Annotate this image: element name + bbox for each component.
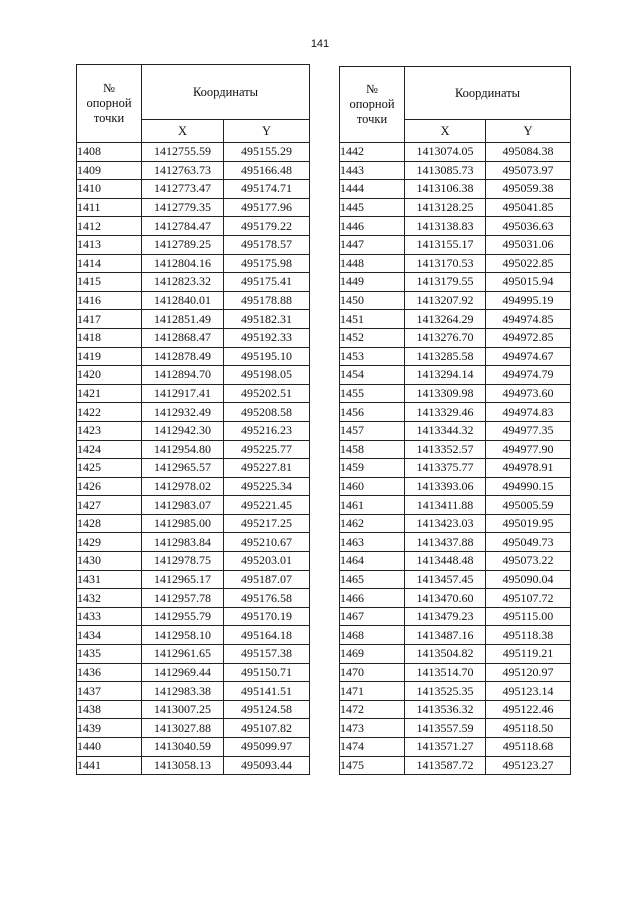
y-header: Y [486, 120, 571, 143]
table-row [340, 496, 571, 515]
x-coordinate-cell: 1412958.10 [142, 626, 224, 645]
coordinates-table-right [339, 66, 571, 775]
point-number-cell: 1441 [77, 756, 142, 775]
x-coordinate-cell: 1413276.70 [405, 328, 486, 347]
table-row [340, 403, 571, 422]
y-coordinate-cell: 495031.06 [486, 235, 571, 254]
x-coordinate-cell: 1413074.05 [405, 143, 486, 162]
x-coordinate-cell: 1412983.38 [142, 682, 224, 701]
x-coordinate-cell: 1413525.35 [405, 682, 486, 701]
table-row [77, 273, 310, 292]
y-coordinate-cell: 495073.22 [486, 552, 571, 571]
y-coordinate-cell: 495192.33 [224, 328, 310, 347]
x-coordinate-cell: 1412868.47 [142, 328, 224, 347]
point-number-cell: 1446 [340, 217, 405, 236]
x-coordinate-cell: 1412840.01 [142, 291, 224, 310]
y-coordinate-cell: 494990.15 [486, 477, 571, 496]
table-row [340, 645, 571, 664]
y-coordinate-cell: 494973.60 [486, 384, 571, 403]
x-coordinate-cell: 1412957.78 [142, 589, 224, 608]
table-row [340, 421, 571, 440]
y-coordinate-cell: 494974.85 [486, 310, 571, 329]
point-number-cell: 1444 [340, 180, 405, 199]
table-row [340, 682, 571, 701]
point-number-cell: 1409 [77, 161, 142, 180]
x-coordinate-cell: 1412804.16 [142, 254, 224, 273]
table-row [77, 440, 310, 459]
x-coordinate-cell: 1413007.25 [142, 700, 224, 719]
point-number-cell: 1465 [340, 570, 405, 589]
point-number-cell: 1431 [77, 570, 142, 589]
y-coordinate-cell: 495090.04 [486, 570, 571, 589]
y-coordinate-cell: 495059.38 [486, 180, 571, 199]
y-coordinate-cell: 495195.10 [224, 347, 310, 366]
y-coordinate-cell: 494974.67 [486, 347, 571, 366]
table-row [77, 719, 310, 738]
x-coordinate-cell: 1413309.98 [405, 384, 486, 403]
point-number-cell: 1467 [340, 607, 405, 626]
y-coordinate-cell: 495217.25 [224, 514, 310, 533]
point-number-cell: 1447 [340, 235, 405, 254]
x-coordinate-cell: 1413179.55 [405, 273, 486, 292]
x-coordinate-cell: 1412773.47 [142, 180, 224, 199]
point-number-cell: 1449 [340, 273, 405, 292]
y-coordinate-cell: 495122.46 [486, 700, 571, 719]
x-coordinate-cell: 1413457.45 [405, 570, 486, 589]
x-coordinate-cell: 1412784.47 [142, 217, 224, 236]
table-row [340, 347, 571, 366]
point-number-cell: 1416 [77, 291, 142, 310]
point-number-cell: 1418 [77, 328, 142, 347]
y-coordinate-cell: 495179.22 [224, 217, 310, 236]
x-header: X [142, 120, 224, 143]
point-number-cell: 1461 [340, 496, 405, 515]
y-coordinate-cell: 494978.91 [486, 459, 571, 478]
y-coordinate-cell: 494977.35 [486, 421, 571, 440]
y-coordinate-cell: 495182.31 [224, 310, 310, 329]
table-row [340, 626, 571, 645]
table-row [340, 180, 571, 199]
y-coordinate-cell: 495170.19 [224, 607, 310, 626]
y-coordinate-cell: 495022.85 [486, 254, 571, 273]
y-coordinate-cell: 495187.07 [224, 570, 310, 589]
x-coordinate-cell: 1412878.49 [142, 347, 224, 366]
x-coordinate-cell: 1413170.53 [405, 254, 486, 273]
point-number-cell: 1453 [340, 347, 405, 366]
y-coordinate-cell: 495123.27 [486, 756, 571, 775]
table-row [340, 589, 571, 608]
x-coordinate-cell: 1413470.60 [405, 589, 486, 608]
point-number-cell: 1456 [340, 403, 405, 422]
table-row [340, 533, 571, 552]
x-coordinate-cell: 1413448.48 [405, 552, 486, 571]
table-row [77, 700, 310, 719]
point-number-cell: 1440 [77, 738, 142, 757]
point-number-cell: 1438 [77, 700, 142, 719]
x-coordinate-cell: 1413352.57 [405, 440, 486, 459]
y-coordinate-cell: 495166.48 [224, 161, 310, 180]
x-coordinate-cell: 1412985.00 [142, 514, 224, 533]
point-number-cell: 1434 [77, 626, 142, 645]
table-row [340, 440, 571, 459]
table-row [77, 403, 310, 422]
table-row [340, 291, 571, 310]
y-coordinate-cell: 495227.81 [224, 459, 310, 478]
x-coordinate-cell: 1413536.32 [405, 700, 486, 719]
y-coordinate-cell: 495175.98 [224, 254, 310, 273]
point-number-cell: 1460 [340, 477, 405, 496]
y-coordinate-cell: 495221.45 [224, 496, 310, 515]
y-coordinate-cell: 495107.82 [224, 719, 310, 738]
x-coordinate-cell: 1413329.46 [405, 403, 486, 422]
x-coordinate-cell: 1412961.65 [142, 645, 224, 664]
table-row [340, 384, 571, 403]
x-coordinate-cell: 1412954.80 [142, 440, 224, 459]
y-coordinate-cell: 495041.85 [486, 198, 571, 217]
point-number-cell: 1411 [77, 198, 142, 217]
table-row [77, 217, 310, 236]
point-number-cell: 1450 [340, 291, 405, 310]
point-number-cell: 1433 [77, 607, 142, 626]
point-number-cell: 1455 [340, 384, 405, 403]
page-number: 141 [310, 38, 330, 50]
x-coordinate-cell: 1413264.29 [405, 310, 486, 329]
y-coordinate-cell: 495225.34 [224, 477, 310, 496]
x-coordinate-cell: 1412755.59 [142, 143, 224, 162]
point-number-cell: 1458 [340, 440, 405, 459]
table-row [77, 496, 310, 515]
x-coordinate-cell: 1413487.16 [405, 626, 486, 645]
point-number-cell: 1448 [340, 254, 405, 273]
table-row [77, 328, 310, 347]
point-number-cell: 1439 [77, 719, 142, 738]
x-coordinate-cell: 1412983.07 [142, 496, 224, 515]
table-row [340, 738, 571, 757]
table-row [340, 570, 571, 589]
point-number-cell: 1471 [340, 682, 405, 701]
point-number-cell: 1430 [77, 552, 142, 571]
table-row [77, 384, 310, 403]
table-row [77, 663, 310, 682]
table-row [340, 477, 571, 496]
y-coordinate-cell: 495120.97 [486, 663, 571, 682]
x-coordinate-cell: 1412789.25 [142, 235, 224, 254]
point-number-cell: 1472 [340, 700, 405, 719]
y-coordinate-cell: 495118.38 [486, 626, 571, 645]
x-coordinate-cell: 1412969.44 [142, 663, 224, 682]
y-coordinate-cell: 495164.18 [224, 626, 310, 645]
x-coordinate-cell: 1413423.03 [405, 514, 486, 533]
point-number-cell: 1429 [77, 533, 142, 552]
table-row [77, 514, 310, 533]
point-number-cell: 1419 [77, 347, 142, 366]
point-number-cell: 1428 [77, 514, 142, 533]
point-number-cell: 1413 [77, 235, 142, 254]
table-row [77, 738, 310, 757]
y-header: Y [224, 120, 310, 143]
x-coordinate-cell: 1413155.17 [405, 235, 486, 254]
x-coordinate-cell: 1412955.79 [142, 607, 224, 626]
x-coordinate-cell: 1413027.88 [142, 719, 224, 738]
y-coordinate-cell: 495178.57 [224, 235, 310, 254]
y-coordinate-cell: 495225.77 [224, 440, 310, 459]
x-coordinate-cell: 1412965.17 [142, 570, 224, 589]
table-row [340, 514, 571, 533]
y-coordinate-cell: 495177.96 [224, 198, 310, 217]
y-coordinate-cell: 495123.14 [486, 682, 571, 701]
point-number-cell: 1424 [77, 440, 142, 459]
table-row [340, 459, 571, 478]
x-coordinate-cell: 1413138.83 [405, 217, 486, 236]
x-coordinate-cell: 1413411.88 [405, 496, 486, 515]
point-number-cell: 1421 [77, 384, 142, 403]
point-number-cell: 1414 [77, 254, 142, 273]
x-coordinate-cell: 1413085.73 [405, 161, 486, 180]
y-coordinate-cell: 495216.23 [224, 421, 310, 440]
table-row [77, 143, 310, 162]
table-row [77, 682, 310, 701]
table-row [340, 719, 571, 738]
point-number-cell: 1469 [340, 645, 405, 664]
table-row [340, 273, 571, 292]
point-number-header: № опорной точки [340, 67, 405, 143]
table-row [77, 477, 310, 496]
x-coordinate-cell: 1412932.49 [142, 403, 224, 422]
y-coordinate-cell: 494972.85 [486, 328, 571, 347]
point-number-cell: 1466 [340, 589, 405, 608]
table-row [340, 663, 571, 682]
table-row [77, 607, 310, 626]
point-number-cell: 1423 [77, 421, 142, 440]
y-coordinate-cell: 495119.21 [486, 645, 571, 664]
y-coordinate-cell: 494974.83 [486, 403, 571, 422]
table-row [77, 459, 310, 478]
point-number-cell: 1445 [340, 198, 405, 217]
x-coordinate-cell: 1413479.23 [405, 607, 486, 626]
x-coordinate-cell: 1413393.06 [405, 477, 486, 496]
point-number-cell: 1470 [340, 663, 405, 682]
table-row [77, 533, 310, 552]
x-coordinate-cell: 1412965.57 [142, 459, 224, 478]
y-coordinate-cell: 495175.41 [224, 273, 310, 292]
table-row [77, 347, 310, 366]
point-number-cell: 1443 [340, 161, 405, 180]
y-coordinate-cell: 495198.05 [224, 366, 310, 385]
point-number-cell: 1410 [77, 180, 142, 199]
point-number-cell: 1422 [77, 403, 142, 422]
y-coordinate-cell: 495118.50 [486, 719, 571, 738]
x-coordinate-cell: 1412763.73 [142, 161, 224, 180]
y-coordinate-cell: 495005.59 [486, 496, 571, 515]
y-coordinate-cell: 495150.71 [224, 663, 310, 682]
x-coordinate-cell: 1412978.75 [142, 552, 224, 571]
point-number-cell: 1452 [340, 328, 405, 347]
table-row [77, 366, 310, 385]
x-coordinate-cell: 1413040.59 [142, 738, 224, 757]
point-number-cell: 1468 [340, 626, 405, 645]
table-row [340, 310, 571, 329]
table-row [340, 700, 571, 719]
x-coordinate-cell: 1413207.92 [405, 291, 486, 310]
y-coordinate-cell: 495118.68 [486, 738, 571, 757]
coordinates-header: Координаты [405, 67, 571, 120]
y-coordinate-cell: 495049.73 [486, 533, 571, 552]
y-coordinate-cell: 495141.51 [224, 682, 310, 701]
x-coordinate-cell: 1413587.72 [405, 756, 486, 775]
y-coordinate-cell: 494974.79 [486, 366, 571, 385]
table-row [77, 552, 310, 571]
point-number-cell: 1462 [340, 514, 405, 533]
x-coordinate-cell: 1413437.88 [405, 533, 486, 552]
table-row [77, 589, 310, 608]
point-number-cell: 1454 [340, 366, 405, 385]
y-coordinate-cell: 494977.90 [486, 440, 571, 459]
table-row [77, 180, 310, 199]
x-coordinate-cell: 1412779.35 [142, 198, 224, 217]
y-coordinate-cell: 495019.95 [486, 514, 571, 533]
point-number-cell: 1475 [340, 756, 405, 775]
coordinates-header: Координаты [142, 65, 310, 120]
table-row [77, 235, 310, 254]
x-coordinate-cell: 1413294.14 [405, 366, 486, 385]
point-number-cell: 1425 [77, 459, 142, 478]
x-coordinate-cell: 1412851.49 [142, 310, 224, 329]
table-row [340, 254, 571, 273]
x-coordinate-cell: 1412983.84 [142, 533, 224, 552]
table-row [340, 366, 571, 385]
table-row [340, 198, 571, 217]
table-row [77, 310, 310, 329]
point-number-cell: 1427 [77, 496, 142, 515]
table-row [77, 198, 310, 217]
point-number-cell: 1474 [340, 738, 405, 757]
table-row [340, 328, 571, 347]
table-row [77, 570, 310, 589]
x-coordinate-cell: 1413504.82 [405, 645, 486, 664]
x-coordinate-cell: 1412894.70 [142, 366, 224, 385]
point-number-cell: 1436 [77, 663, 142, 682]
x-coordinate-cell: 1413557.59 [405, 719, 486, 738]
y-coordinate-cell: 495107.72 [486, 589, 571, 608]
y-coordinate-cell: 495203.01 [224, 552, 310, 571]
point-number-cell: 1442 [340, 143, 405, 162]
x-coordinate-cell: 1413571.27 [405, 738, 486, 757]
point-number-cell: 1459 [340, 459, 405, 478]
table-row [340, 143, 571, 162]
point-number-cell: 1451 [340, 310, 405, 329]
table-row [340, 552, 571, 571]
y-coordinate-cell: 495084.38 [486, 143, 571, 162]
y-coordinate-cell: 495036.63 [486, 217, 571, 236]
x-coordinate-cell: 1412917.41 [142, 384, 224, 403]
x-coordinate-cell: 1413285.58 [405, 347, 486, 366]
table-row [77, 291, 310, 310]
y-coordinate-cell: 495099.97 [224, 738, 310, 757]
table-row [77, 421, 310, 440]
table-row [77, 756, 310, 775]
point-number-cell: 1408 [77, 143, 142, 162]
coordinates-table-left [76, 64, 310, 775]
y-coordinate-cell: 495178.88 [224, 291, 310, 310]
y-coordinate-cell: 495155.29 [224, 143, 310, 162]
point-number-cell: 1435 [77, 645, 142, 664]
y-coordinate-cell: 495174.71 [224, 180, 310, 199]
y-coordinate-cell: 495210.67 [224, 533, 310, 552]
x-coordinate-cell: 1413375.77 [405, 459, 486, 478]
x-coordinate-cell: 1413128.25 [405, 198, 486, 217]
x-coordinate-cell: 1413514.70 [405, 663, 486, 682]
x-header: X [405, 120, 486, 143]
point-number-cell: 1437 [77, 682, 142, 701]
table-row [77, 254, 310, 273]
point-number-cell: 1457 [340, 421, 405, 440]
y-coordinate-cell: 494995.19 [486, 291, 571, 310]
y-coordinate-cell: 495157.38 [224, 645, 310, 664]
y-coordinate-cell: 495208.58 [224, 403, 310, 422]
table-row [77, 626, 310, 645]
table-row [340, 607, 571, 626]
point-number-cell: 1464 [340, 552, 405, 571]
table-row [340, 161, 571, 180]
y-coordinate-cell: 495015.94 [486, 273, 571, 292]
table-row [340, 235, 571, 254]
y-coordinate-cell: 495202.51 [224, 384, 310, 403]
x-coordinate-cell: 1412823.32 [142, 273, 224, 292]
table-row [77, 161, 310, 180]
table-row [77, 645, 310, 664]
x-coordinate-cell: 1413058.13 [142, 756, 224, 775]
y-coordinate-cell: 495115.00 [486, 607, 571, 626]
point-number-cell: 1415 [77, 273, 142, 292]
y-coordinate-cell: 495093.44 [224, 756, 310, 775]
x-coordinate-cell: 1413106.38 [405, 180, 486, 199]
y-coordinate-cell: 495073.97 [486, 161, 571, 180]
x-coordinate-cell: 1412942.30 [142, 421, 224, 440]
x-coordinate-cell: 1413344.32 [405, 421, 486, 440]
point-number-cell: 1473 [340, 719, 405, 738]
y-coordinate-cell: 495176.58 [224, 589, 310, 608]
point-number-cell: 1463 [340, 533, 405, 552]
point-number-cell: 1417 [77, 310, 142, 329]
point-number-cell: 1432 [77, 589, 142, 608]
y-coordinate-cell: 495124.58 [224, 700, 310, 719]
table-row [340, 217, 571, 236]
point-number-header: № опорной точки [77, 65, 142, 143]
table-row [340, 756, 571, 775]
x-coordinate-cell: 1412978.02 [142, 477, 224, 496]
point-number-cell: 1412 [77, 217, 142, 236]
point-number-cell: 1426 [77, 477, 142, 496]
point-number-cell: 1420 [77, 366, 142, 385]
